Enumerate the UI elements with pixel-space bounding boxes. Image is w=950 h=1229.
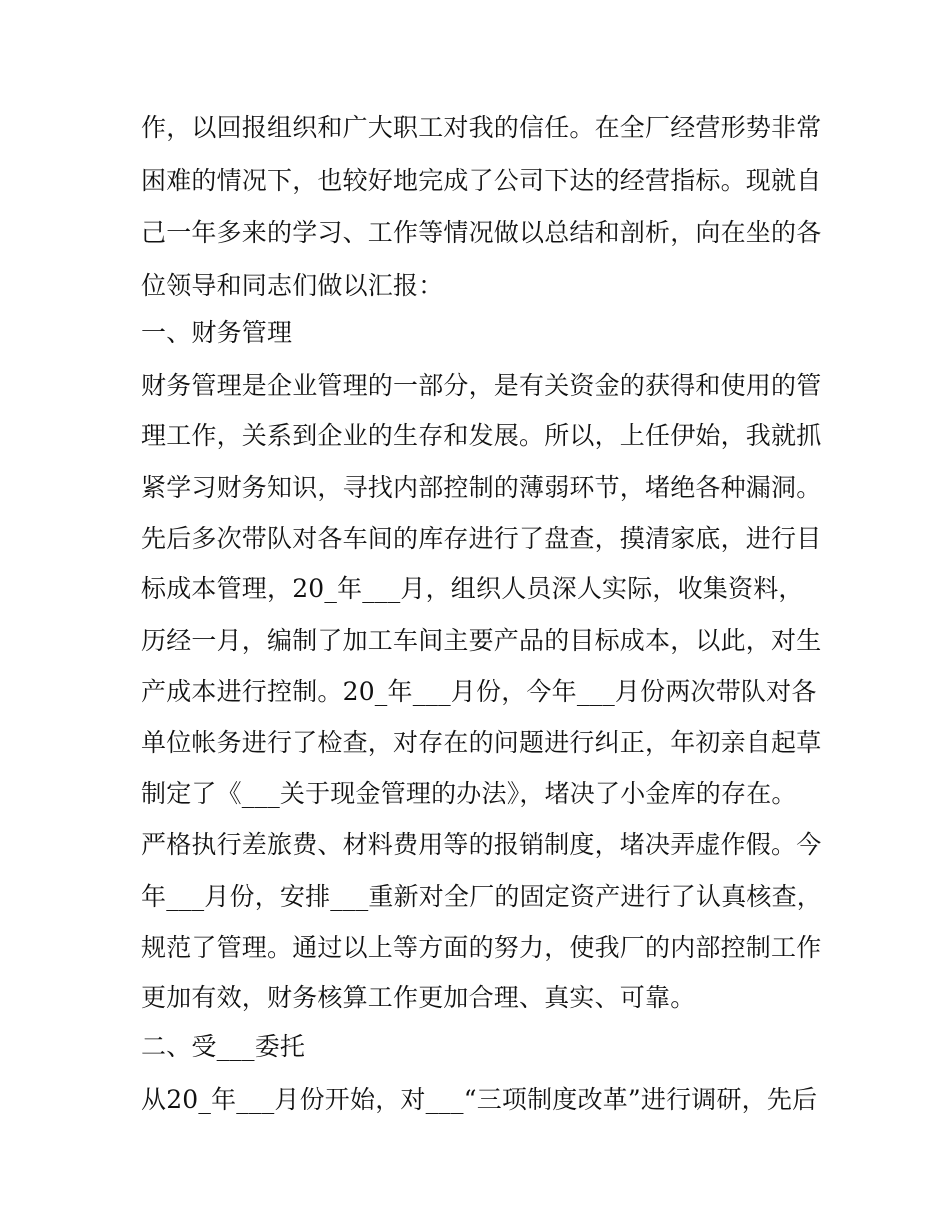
text-line-15: 严格执行差旅费、材料费用等的报销制度，堵决弄虚作假。今 (141, 830, 822, 859)
text-line-12: 产成本进行控制。20_年___月份，今年___月份两次带队对各 (141, 677, 817, 706)
text-line-14: 制定了《___关于现金管理的办法》，堵决了小金库的存在。 (141, 779, 797, 808)
text-line-2: 困难的情况下，也较好地完成了公司下达的经营指标。现就自 (141, 166, 822, 195)
text-line-17: 规范了管理。通过以上等方面的努力，使我厂的内部控制工作 (141, 933, 822, 962)
text-line-16: 年___月份，安排___重新对全厂的固定资产进行了认真核查， (141, 882, 823, 911)
section-heading-finance: 一、财务管理 (141, 318, 293, 347)
text-line-6: 财务管理是企业管理的一部分，是有关资金的获得和使用的管 (141, 371, 822, 400)
text-line-11: 历经一月，编制了加工车间主要产品的目标成本，以此，对生 (141, 626, 822, 655)
text-line-13: 单位帐务进行了检查，对存在的问题进行纠正，年初亲自起草 (141, 728, 822, 757)
text-line-3: 己一年多来的学习、工作等情况做以总结和剖析，向在坐的各 (141, 218, 822, 247)
text-line-9: 先后多次带队对各车间的库存进行了盘查，摸清家底，进行目 (141, 524, 822, 553)
text-line-7: 理工作，关系到企业的生存和发展。所以，上任伊始，我就抓 (141, 421, 822, 450)
section-heading-entrusted: 二、受___委托 (141, 1032, 306, 1061)
text-line-20: 从20_年___月份开始，对___“三项制度改革”进行调研，先后 (141, 1085, 818, 1114)
text-line-4: 位领导和同志们做以汇报： (141, 271, 444, 300)
text-line-10: 标成本管理，20_年___月，组织人员深人实际，收集资料， (141, 574, 804, 603)
text-line-1: 作，以回报组织和广大职工对我的信任。在全厂经营形势非常 (141, 113, 822, 142)
text-line-8: 紧学习财务知识，寻找内部控制的薄弱环节，堵绝各种漏洞。 (141, 473, 822, 502)
text-line-18: 更加有效，财务核算工作更加合理、真实、可靠。 (141, 983, 696, 1012)
